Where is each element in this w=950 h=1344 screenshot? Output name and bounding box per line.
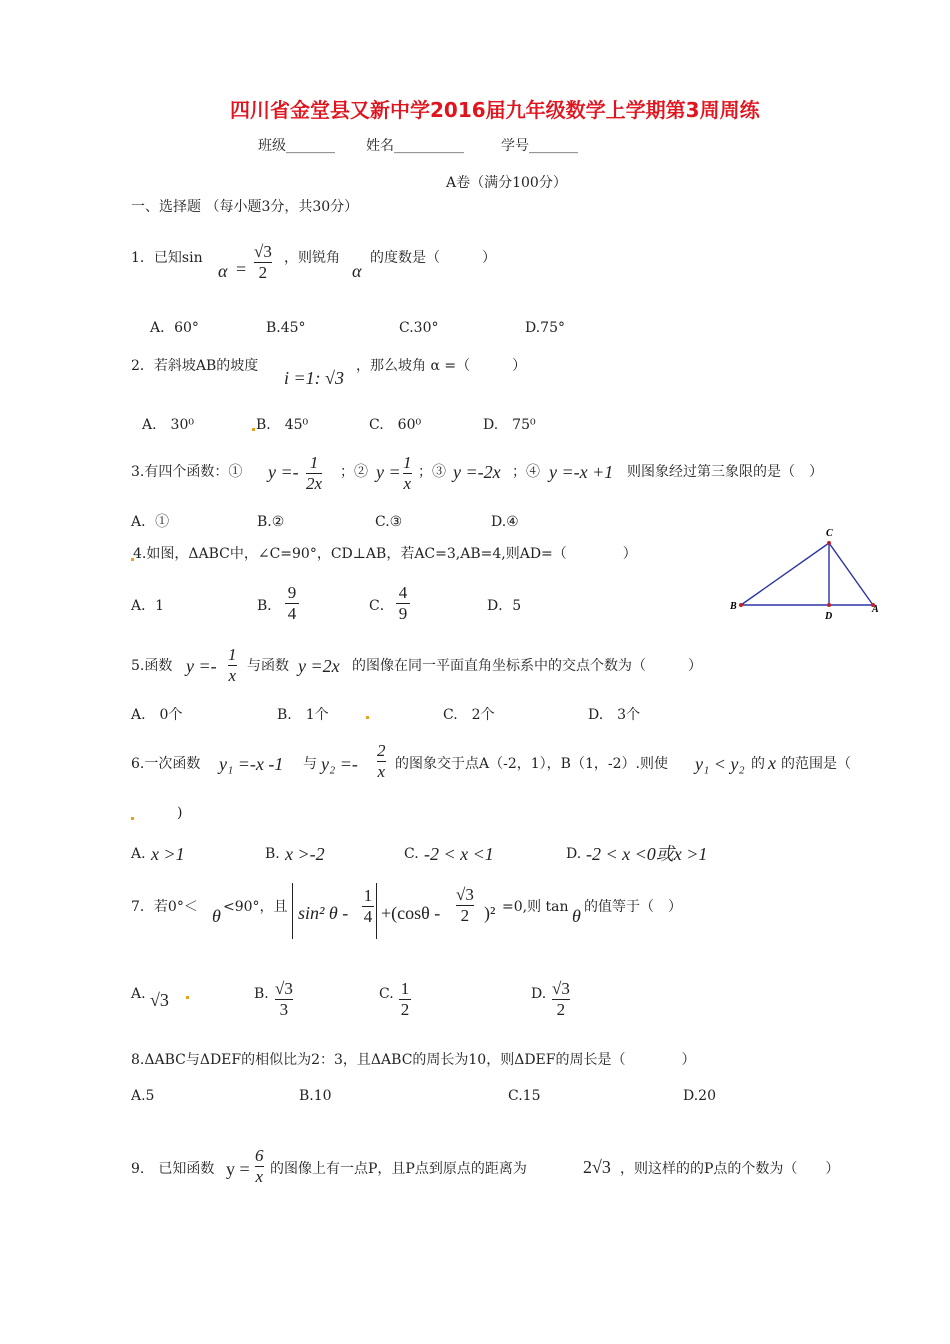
q7-option-b-frac: √3 3	[275, 979, 293, 1019]
q1-alpha: α	[218, 261, 228, 281]
label-b: B	[730, 601, 737, 612]
q1-option-a: A．60°	[150, 320, 199, 336]
q3-option-d: D.④	[491, 514, 519, 530]
q6-option-a: A.	[131, 846, 146, 862]
q1-stem-c: 的度数是（ ）	[370, 250, 496, 266]
q7-option-a: A.	[131, 986, 146, 1002]
q2-stem-a: 2．若斜坡AB的坡度	[131, 358, 259, 374]
q4-stem: 4.如图，ΔABC中，∠C=90°，CD⊥AB，若AC=3,AB=4,则AD=（ ）	[133, 546, 637, 562]
q5-stem-a: 5.函数	[131, 658, 173, 674]
q7-stem-a: 7．若0°＜	[131, 899, 198, 915]
q3-option-b: B.②	[257, 514, 285, 530]
q6-x: x	[768, 753, 776, 773]
q6-stem-b: 与	[303, 756, 317, 772]
q3-func-2-frac: 1 x	[403, 453, 412, 493]
q7-option-a-val: √3	[150, 990, 169, 1010]
q2-option-a: A. 30⁰	[142, 417, 194, 433]
page-title: 四川省金堂县又新中学2016届九年级数学上学期第3周周练	[230, 98, 760, 122]
q1-option-c: C.30°	[399, 320, 439, 336]
q3-stem-b: 则图象经过第三象限的是（ ）	[627, 464, 823, 480]
q5-stem-b: 与函数	[247, 658, 289, 674]
q5-option-a: A. 0个	[131, 707, 183, 723]
q7-frac-2: √3 2	[456, 885, 474, 925]
section-heading: 一、选择题 （每小题3分，共30分）	[131, 199, 359, 215]
label-a: A	[872, 604, 879, 615]
q8-option-a: A.5	[131, 1088, 155, 1104]
q9-stem-b: 的图像上有一点P，且P点到原点的距离为	[270, 1161, 527, 1177]
q9-func: y =	[226, 1159, 250, 1179]
student-id-field: 学号_______	[501, 138, 578, 154]
q6-option-b-math: x >-2	[285, 844, 325, 864]
q8-stem: 8.ΔABC与ΔDEF的相似比为2：3，且ΔABC的周长为10，则ΔDEF的周长是（ ）	[131, 1052, 696, 1068]
q9-stem-a: 9. 已知函数	[131, 1161, 215, 1177]
q4-option-a: A．1	[131, 598, 165, 614]
q6-stem-e: 的范围是（	[781, 756, 851, 772]
q7-option-d-frac: √3 2	[552, 979, 570, 1019]
q4-option-b-frac: 9 4	[285, 584, 299, 623]
q7-stem-d: 的值等于（ ）	[584, 899, 682, 915]
q5-option-c: C. 2个	[443, 707, 495, 723]
q9-func-frac: 6 x	[255, 1146, 264, 1186]
q3-option-c: C.③	[375, 514, 403, 530]
q3-func-1-frac: 1 2x	[306, 453, 323, 493]
q7-cos-part: +(cosθ -	[381, 903, 441, 923]
q8-option-b: B.10	[299, 1088, 332, 1104]
q4-option-c: C．	[369, 598, 394, 614]
q3-sep-3: ；③	[418, 464, 446, 480]
q5-option-d: D. 3个	[588, 707, 641, 723]
q6-func-2: y₂ =-	[321, 754, 358, 774]
q6-option-c: C.	[404, 846, 419, 862]
q2-option-b: B. 45⁰	[256, 417, 309, 433]
q6-option-d: D.	[566, 846, 582, 862]
q1-option-d: D.75°	[525, 320, 565, 336]
q6-stem-c: 的图象交于点A（-2，1），B（1，-2）.则使	[395, 756, 668, 772]
label-c: C	[826, 528, 833, 539]
q7-frac-1: 1 4	[363, 886, 373, 926]
q2-slope: i =1: √3	[284, 368, 345, 388]
q2-option-c: C. 60⁰	[369, 417, 422, 433]
q4-option-b: B．	[257, 598, 282, 614]
q6-option-d-math: -2 < x <0或x >1	[586, 844, 708, 864]
q2-option-d: D. 75⁰	[483, 417, 536, 433]
q1-fraction: √3 2	[254, 242, 272, 282]
q7-sin-part: sin² θ -	[298, 903, 349, 923]
q9-stem-c: ，则这样的的P点的个数为（ ）	[620, 1161, 840, 1177]
name-field: 姓名__________	[366, 138, 464, 154]
q3-option-a: A．①	[131, 514, 170, 530]
q7-option-c: C.	[379, 986, 394, 1002]
q9-distance: 2√3	[583, 1157, 611, 1177]
q7-stem-b: <90°，且	[223, 899, 288, 915]
q6-inequality: y₁ < y₂	[695, 754, 745, 774]
q6-stem-d: 的	[751, 756, 765, 772]
q7-theta-2: θ	[572, 906, 581, 926]
q5-option-b: B. 1个	[277, 707, 329, 723]
q4-triangle-figure	[725, 522, 885, 622]
q7-square: )²	[484, 903, 496, 923]
q7-stem-c: =0,则 tan	[502, 899, 569, 915]
q3-sep-2: ；②	[340, 464, 368, 480]
q5-func-1: y =-	[186, 656, 217, 676]
q3-func-4: y =-x +1	[549, 462, 614, 482]
class-field: 班级_______	[258, 138, 335, 154]
q3-func-2: y =	[376, 462, 401, 482]
q1-equals: =	[236, 259, 247, 279]
q7-option-d: D.	[531, 986, 547, 1002]
label-d: D	[825, 611, 833, 622]
q2-stem-b: ，那么坡角 α =（ ）	[356, 358, 527, 374]
q1-stem-b: ，则锐角	[284, 250, 340, 266]
q3-func-3: y =-2x	[453, 462, 501, 482]
q1-option-b: B.45°	[266, 320, 306, 336]
q1-stem-a: 1．已知sin	[131, 250, 203, 266]
q6-option-b: B.	[265, 846, 280, 862]
q3-sep-4: ；④	[512, 464, 540, 480]
q3-stem-a: 3.有四个函数：①	[131, 464, 243, 480]
q6-option-c-math: -2 < x <1	[424, 844, 494, 864]
paper-heading: A卷（满分100分）	[446, 175, 567, 191]
q8-option-d: D.20	[683, 1088, 716, 1104]
q4-option-d: D．5	[487, 598, 522, 614]
q4-option-c-frac: 4 9	[396, 584, 410, 623]
q3-func-1: y =-	[268, 462, 299, 482]
q7-theta: θ	[212, 906, 221, 926]
q5-func-1-frac: 1 x	[228, 645, 237, 685]
q6-stem-a: 6.一次函数	[131, 756, 201, 772]
q6-func-2-frac: 2 x	[377, 741, 386, 781]
q6-option-a-math: x >1	[151, 844, 185, 864]
q7-option-b: B.	[254, 986, 269, 1002]
q5-stem-c: 的图像在同一平面直角坐标系中的交点个数为（ ）	[352, 658, 702, 674]
q5-func-2: y =2x	[298, 656, 340, 676]
q8-option-c: C.15	[508, 1088, 541, 1104]
q1-alpha-2: α	[352, 261, 362, 281]
q7-option-c-frac: 1 2	[400, 979, 410, 1019]
q6-close-paren: )	[177, 805, 183, 821]
q6-func-1: y₁ =-x -1	[219, 754, 284, 774]
